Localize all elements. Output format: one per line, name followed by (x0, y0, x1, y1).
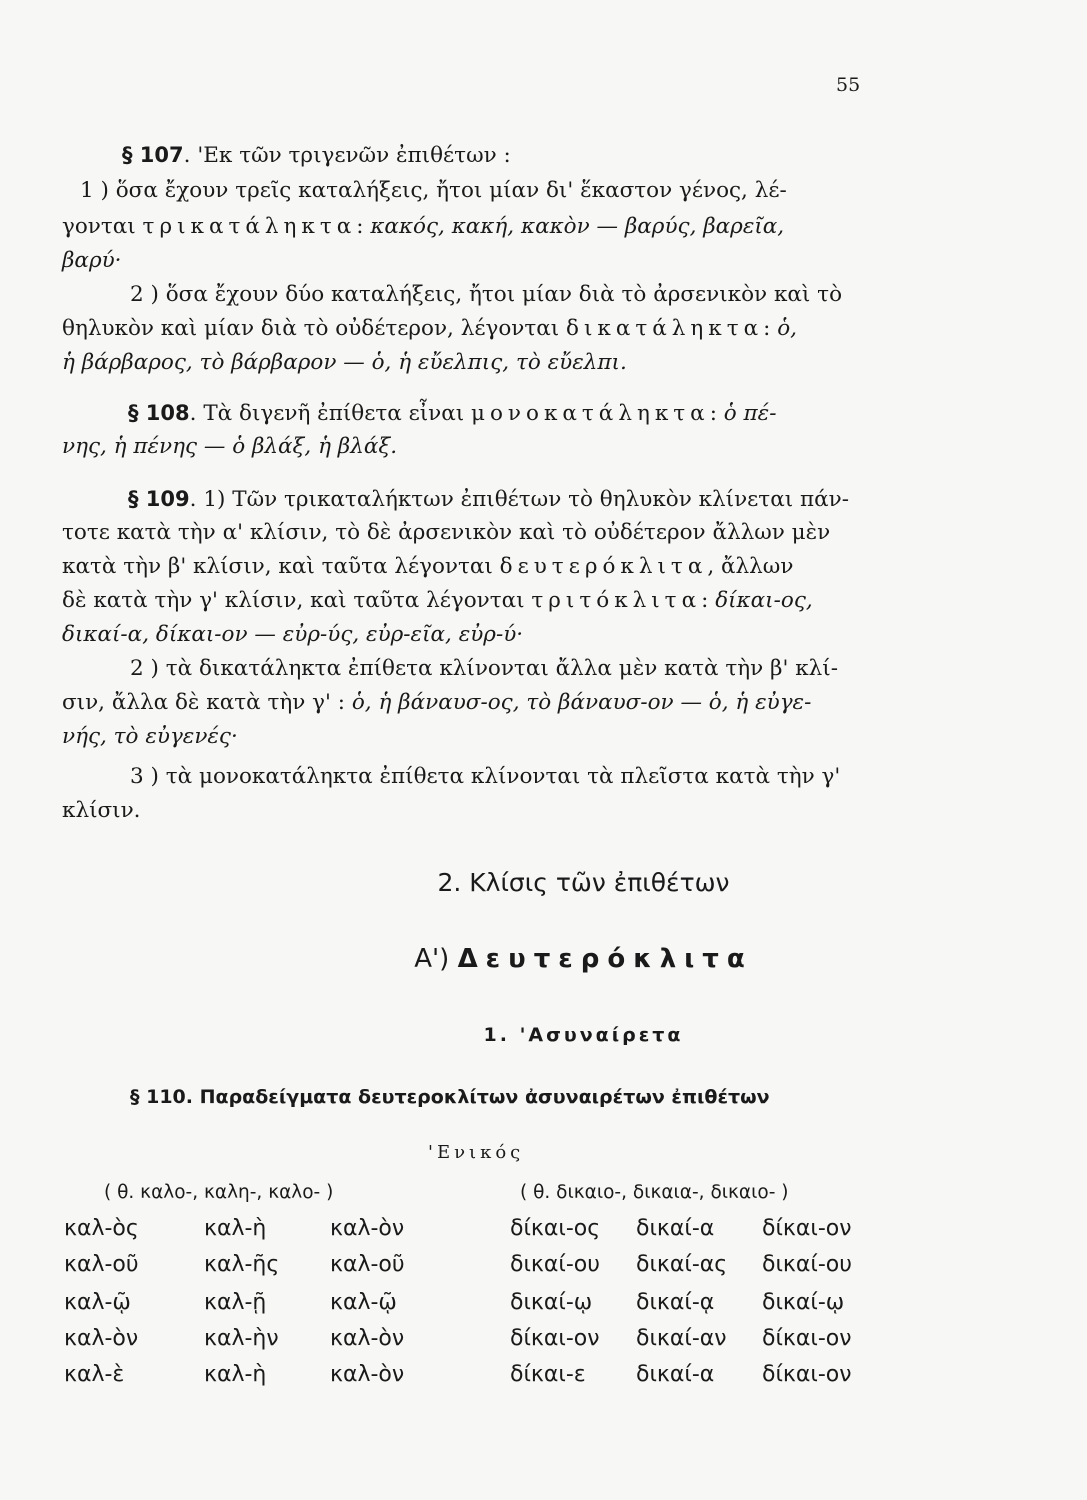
section-mark-109: § 109 (128, 487, 190, 511)
paragraph-109-line-2: τοτε κατὰ τὴν α' κλίσιν, τὸ δὲ ἀρσενικὸν καὶ τὸ οὐδέτερον ἄλλων μὲν (62, 520, 831, 545)
table-cell: καλ-ῷ (64, 1290, 131, 1315)
table-cell: καλ-ὸν (64, 1326, 139, 1351)
paragraph-109-line-1: § 109. 1) Τῶν τρικαταλήκτων ἐπιθέτων τὸ θηλυκὸν κλίνεται πάν- (128, 487, 849, 512)
table-cell: καλ-ῆς (204, 1252, 280, 1277)
table-cell: καλ-ὴ (204, 1362, 267, 1387)
table-cell: καλ-ῇ (204, 1290, 267, 1315)
paragraph-109-line-9: 3 ) τὰ μονοκατάληκτα ἐπίθετα κλίνονται τὰ πλεῖστα κατὰ τὴν γ' (130, 764, 841, 789)
term-dikatalikta: δικατάληκτα (566, 316, 764, 341)
paragraph-109-line-3: κατὰ τὴν β' κλίσιν, καὶ ταῦτα λέγονται δευτερόκλιτα, ἄλλων (62, 554, 794, 579)
stem-right: ( θ. δικαιο-, δικαια-, δικαιο- ) (520, 1182, 789, 1203)
paragraph-107-line-4: βαρύ· (62, 248, 122, 273)
table-cell: δικαί-ῳ (762, 1290, 845, 1315)
paragraph-109-line-4: δὲ κατὰ τὴν γ' κλίσιν, καὶ ταῦτα λέγονται τριτόκλιτα: δίκαι-ος, (62, 588, 813, 613)
table-cell: δίκαι-ον (762, 1362, 852, 1387)
paragraph-107-line-7: ἡ βάρβαρος, τὸ βάρβαρον — ὁ, ἡ εὔελπις, τὸ εὔελπι. (62, 350, 627, 375)
table-cell: δικαί-ου (762, 1252, 852, 1277)
number-label: 'Ενικός (428, 1142, 525, 1163)
table-cell: δικαί-αν (636, 1326, 727, 1351)
table-cell: καλ-οῦ (64, 1252, 139, 1277)
section-mark-108: § 108 (128, 401, 190, 425)
table-cell: καλ-ὴν (204, 1326, 279, 1351)
subsection-heading: 1. 'Ασυναίρετα (483, 1024, 684, 1046)
table-cell: δικαί-ου (510, 1252, 600, 1277)
chapter-heading: 2. Κλίσις τῶν ἐπιθέτων (437, 868, 730, 897)
section-heading: Α') Δευτερόκλιτα (414, 944, 753, 974)
table-cell: δικαί-ᾳ (636, 1290, 715, 1315)
table-cell: δικαί-α (636, 1216, 715, 1241)
term-defteroklita: δευτερόκλιτα (499, 554, 708, 579)
section-mark-107: § 107 (122, 143, 184, 167)
paragraph-107-line-3: γονται τρικατάληκτα: κακός, κακή, κακὸν — βαρύς, βαρεῖα, (62, 214, 785, 239)
table-cell: δίκαι-ον (510, 1326, 600, 1351)
table-cell: δίκαι-ος (510, 1216, 601, 1241)
table-cell: καλ-ὴ (204, 1216, 267, 1241)
term-trikatalikta: τρικατάληκτα (142, 214, 357, 239)
paragraph-107-line-2: 1 ) ὅσα ἔχουν τρεῖς καταλήξεις, ἤτοι μίαν δι' ἕκαστον γένος, λέ- (80, 178, 787, 203)
page-number: 55 (836, 74, 861, 96)
table-cell: καλ-ὲ (64, 1362, 125, 1387)
paragraph-107-line-1: § 107. 'Εκ τῶν τριγενῶν ἐπιθέτων : (122, 143, 511, 168)
paragraph-108-line-2: νης, ἡ πένης — ὁ βλάξ, ἡ βλάξ. (62, 434, 398, 459)
table-cell: καλ-ὸν (330, 1362, 405, 1387)
table-cell: καλ-ὸς (64, 1216, 139, 1241)
table-cell: καλ-ὸν (330, 1326, 405, 1351)
table-cell: δικαί-α (636, 1362, 715, 1387)
section-110-title: § 110. Παραδείγματα δευτεροκλίτων ἀσυναιρέτων ἐπιθέτων (130, 1086, 770, 1108)
paragraph-108-line-1: § 108. Τὰ διγενῆ ἐπίθετα εἶναι μονοκατάληκτα: ὁ πέ- (128, 401, 777, 426)
term-tritoklita: τριτόκλιτα (531, 588, 702, 613)
paragraph-109-line-6: 2 ) τὰ δικατάληκτα ἐπίθετα κλίνονται ἄλλα μὲν κατὰ τὴν β' κλί- (130, 656, 838, 681)
paragraph-109-line-8: νής, τὸ εὐγενές· (62, 724, 238, 749)
paragraph-107-line-5: 2 ) ὅσα ἔχουν δύο καταλήξεις, ἤτοι μίαν διὰ τὸ ἀρσενικὸν καὶ τὸ (130, 282, 843, 307)
table-cell: καλ-οῦ (330, 1252, 405, 1277)
table-cell: δικαί-ῳ (510, 1290, 593, 1315)
table-cell: καλ-ὸν (330, 1216, 405, 1241)
table-cell: δίκαι-ε (510, 1362, 586, 1387)
stem-left: ( θ. καλο-, καλη-, καλο- ) (104, 1182, 334, 1203)
paragraph-109-line-7: σιν, ἄλλα δὲ κατὰ τὴν γ' : ὁ, ἡ βάναυσ-ος, τὸ βάναυσ-ον — ὁ, ἡ εὐγε- (62, 690, 812, 715)
table-cell: δικαί-ας (636, 1252, 728, 1277)
term-monokatalikta: μονοκατάληκτα (471, 401, 710, 426)
table-cell: δίκαι-ον (762, 1216, 852, 1241)
table-cell: δίκαι-ον (762, 1326, 852, 1351)
paragraph-109-line-10: κλίσιν. (62, 798, 141, 823)
table-cell: καλ-ῷ (330, 1290, 397, 1315)
paragraph-109-line-5: δικαί-α, δίκαι-ον — εὐρ-ύς, εὐρ-εῖα, εὐρ-ύ· (62, 622, 524, 647)
paragraph-107-line-6: θηλυκὸν καὶ μίαν διὰ τὸ οὐδέτερον, λέγονται δικατάληκτα: ὁ, (62, 316, 797, 341)
